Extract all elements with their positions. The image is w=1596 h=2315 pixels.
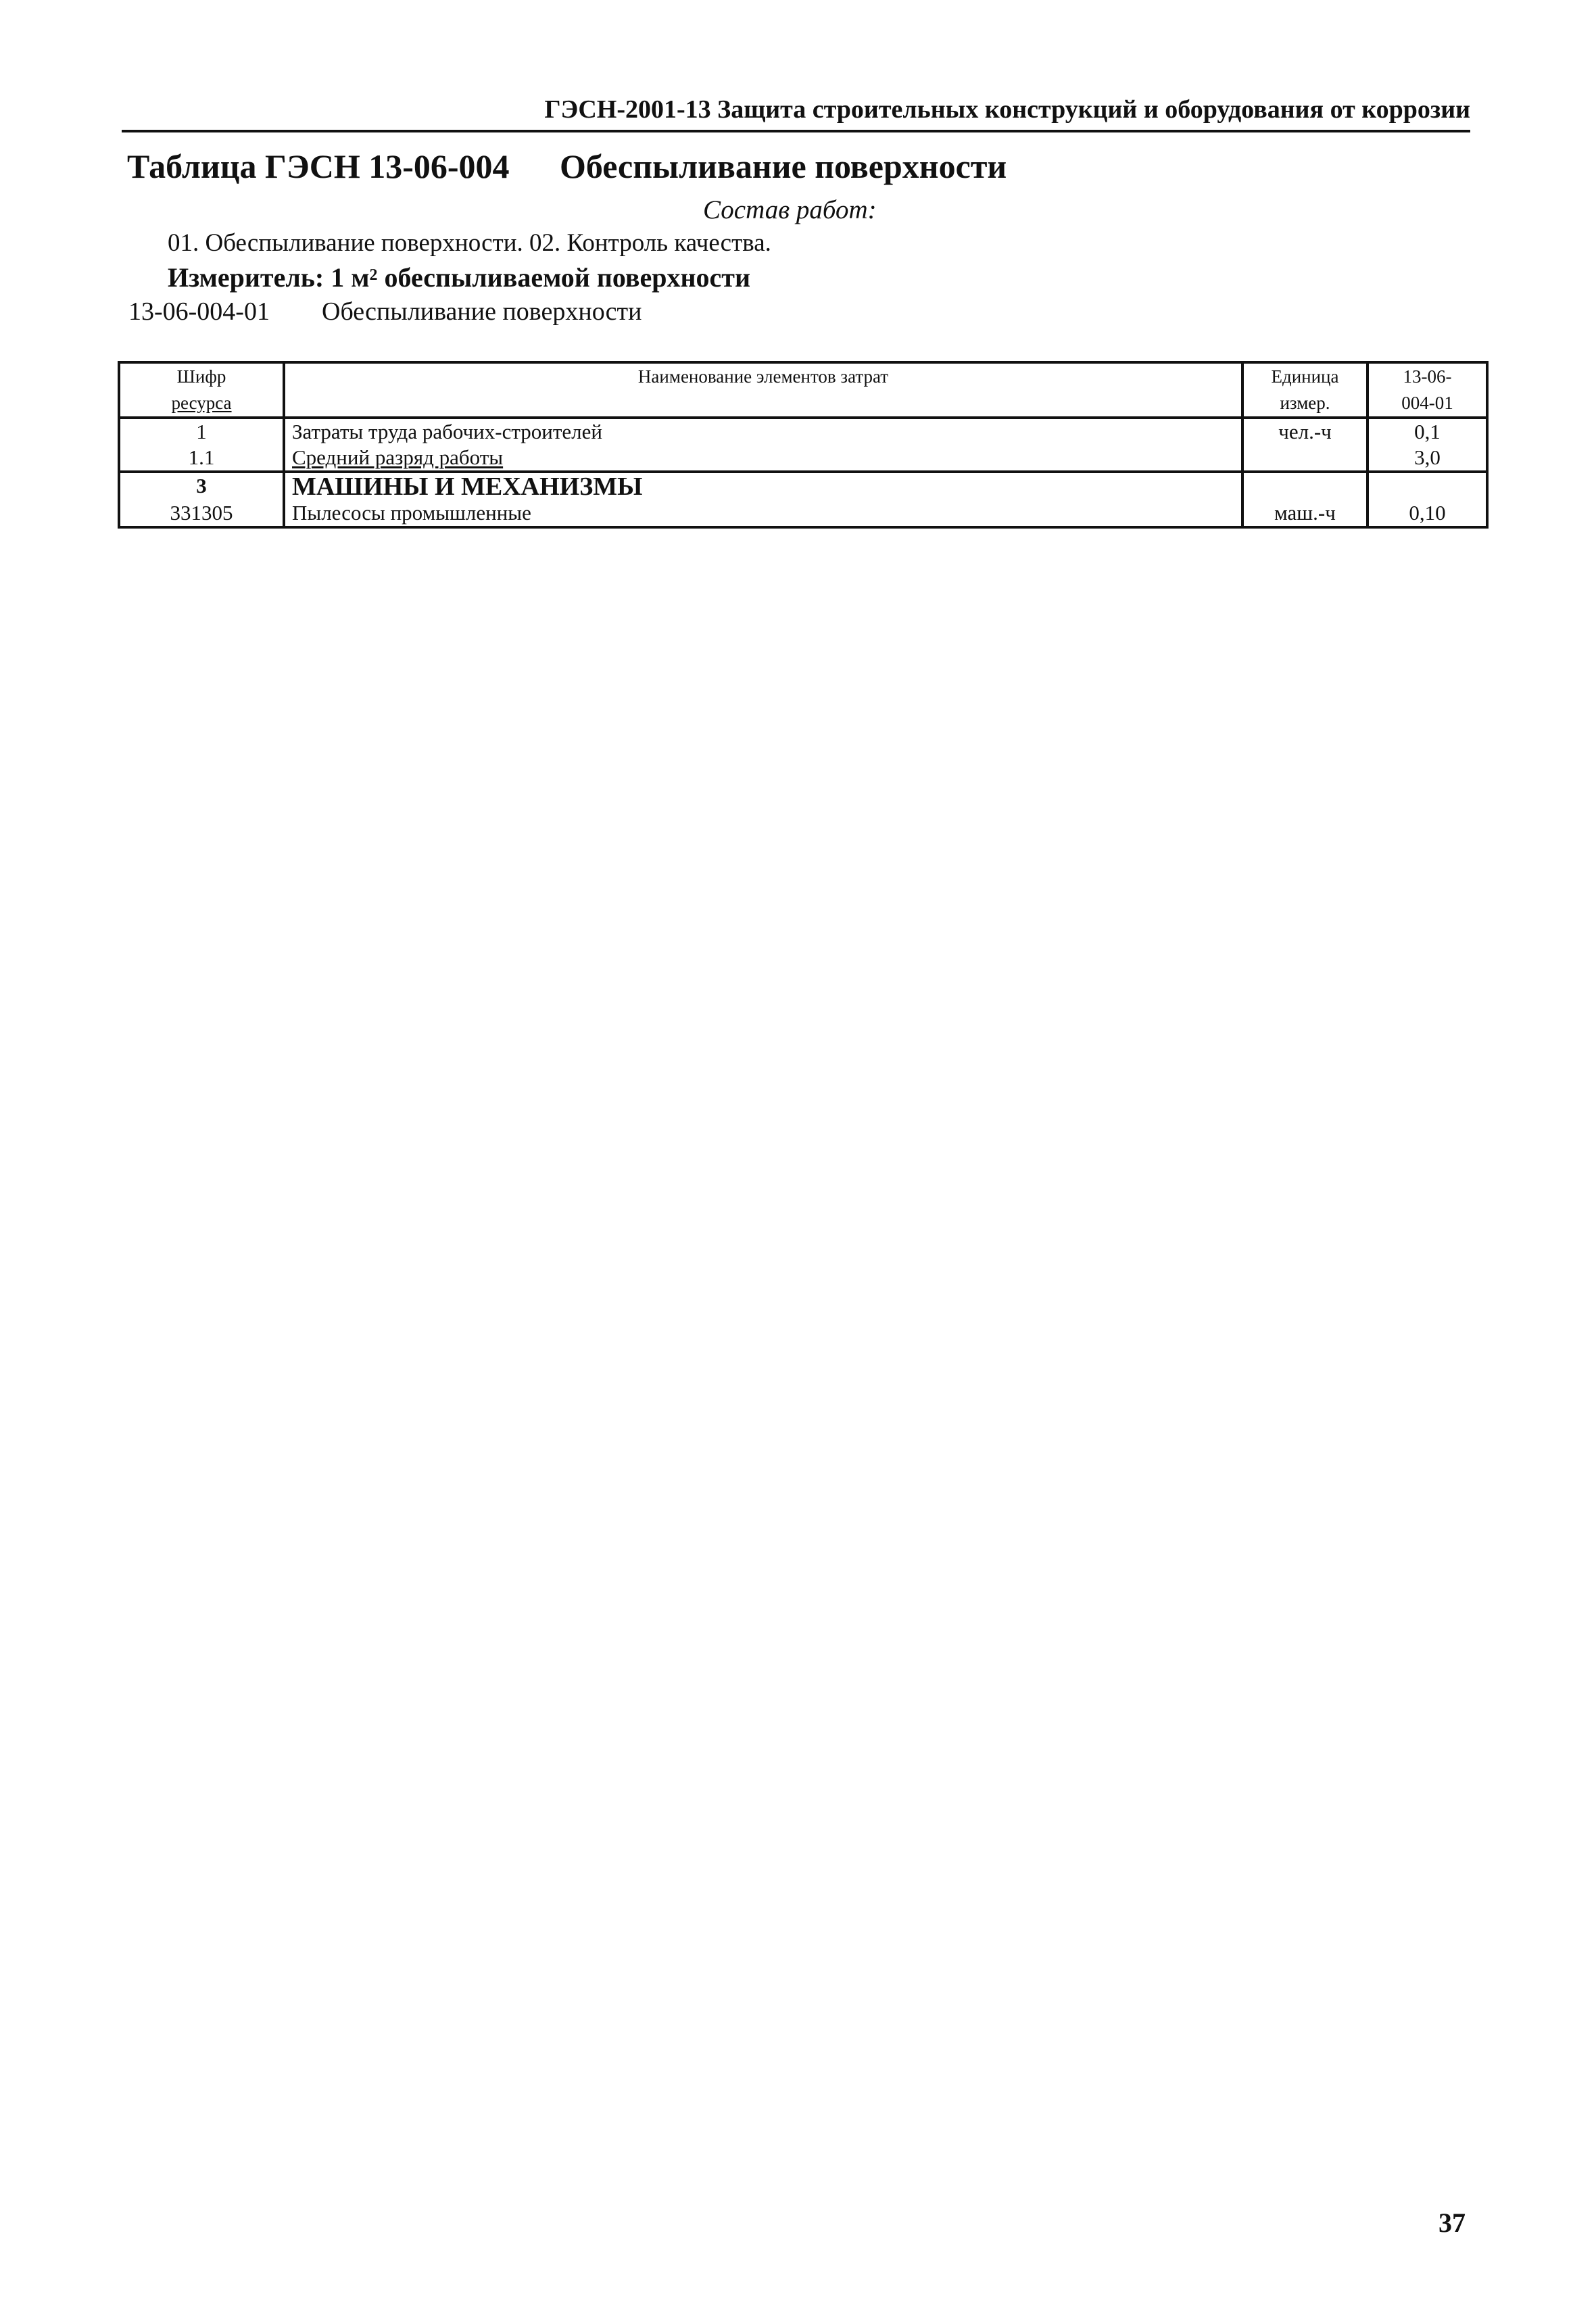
row-name: Средний разряд работы xyxy=(284,445,1242,472)
resource-table xyxy=(118,361,1489,529)
row-code: 331305 xyxy=(170,501,233,525)
header-resource-code xyxy=(119,362,284,418)
table-row xyxy=(119,418,1487,445)
row-code: 1 xyxy=(196,420,207,443)
row-name: Затраты труда рабочих-строителей xyxy=(284,418,1242,445)
header-unit-line1: Единица xyxy=(1271,366,1339,387)
table-row xyxy=(119,500,1487,527)
row-value xyxy=(1368,472,1487,500)
norm-code: 13-06-004-01 xyxy=(128,297,270,326)
header-col-line2: 004-01 xyxy=(1401,393,1453,413)
measure-superscript: 2 xyxy=(369,266,378,284)
header-code-line1: Шифр xyxy=(176,366,226,387)
table-header-row xyxy=(119,362,1487,418)
running-header xyxy=(122,93,1470,132)
running-header-title: ГЭСН-2001-13 Защита строительных конструкций и оборудования от коррозии xyxy=(544,95,1470,124)
composition-heading: Состав работ: xyxy=(703,195,877,224)
measure-prefix: Измеритель: 1 м xyxy=(168,262,370,293)
table-title-code: Таблица ГЭСН 13-06-004 xyxy=(127,147,510,185)
row-value: 0,1 xyxy=(1368,418,1487,445)
row-unit: маш.-ч xyxy=(1242,500,1368,527)
header-code-line2: ресурса xyxy=(171,393,232,413)
header-norm-column xyxy=(1368,362,1487,418)
row-unit xyxy=(1242,472,1368,500)
header-element-name xyxy=(284,362,1242,418)
measure-unit xyxy=(168,260,750,295)
measure-suffix: обеспыливаемой поверхности xyxy=(377,262,750,293)
header-unit xyxy=(1242,362,1368,418)
composition-steps: 01. Обеспыливание поверхности. 02. Контроль качества. xyxy=(168,229,771,257)
table-section-row xyxy=(119,472,1487,500)
norm-heading xyxy=(128,295,642,328)
row-value: 0,10 xyxy=(1368,500,1487,527)
row-code: 1.1 xyxy=(188,445,215,469)
header-col-line1: 13-06- xyxy=(1403,366,1452,387)
norm-name: Обеспыливание поверхности xyxy=(322,297,642,326)
table-title-name: Обеспыливание поверхности xyxy=(560,147,1007,185)
row-code: 3 xyxy=(119,472,284,500)
row-value: 3,0 xyxy=(1368,445,1487,472)
header-unit-line2: измер. xyxy=(1280,393,1330,413)
header-name-text: Наименование элементов затрат xyxy=(637,366,889,387)
row-unit xyxy=(1242,445,1368,472)
row-unit: чел.-ч xyxy=(1242,418,1368,445)
page-number: 37 xyxy=(1438,2208,1466,2238)
table-title xyxy=(127,145,1007,188)
row-name: МАШИНЫ И МЕХАНИЗМЫ xyxy=(284,472,1242,500)
table-row xyxy=(119,445,1487,472)
row-name: Пылесосы промышленные xyxy=(284,500,1242,527)
